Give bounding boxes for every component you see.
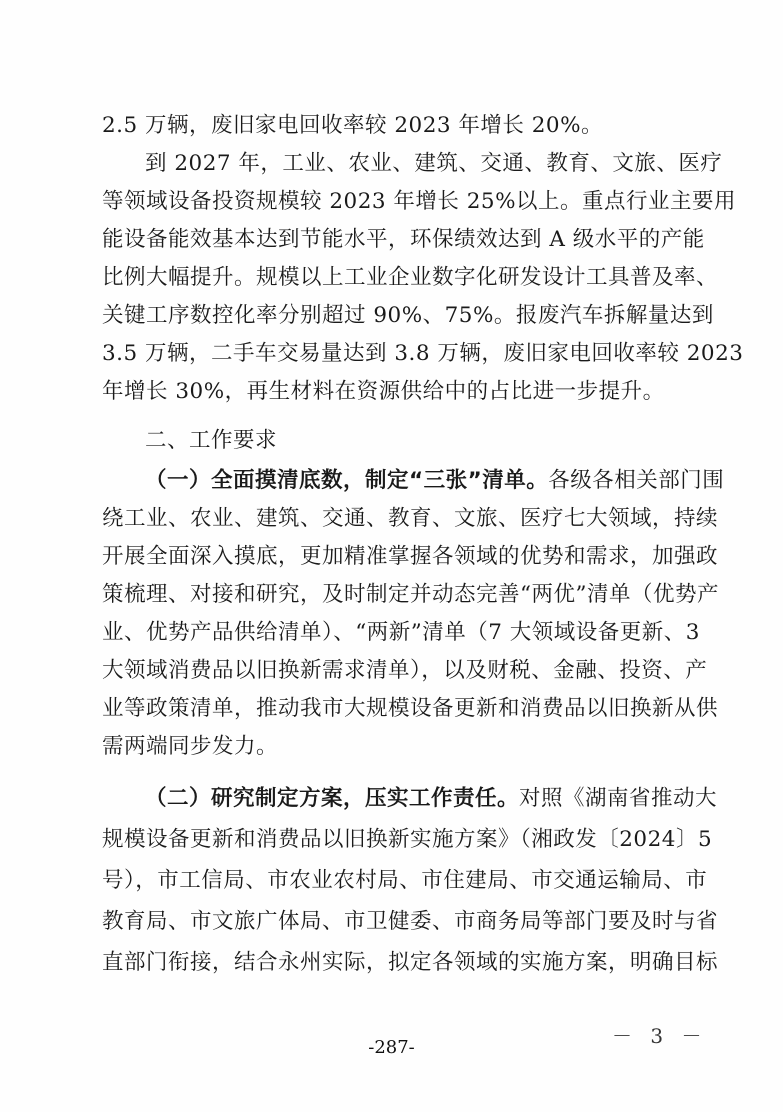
- section-heading: 二、工作要求: [145, 428, 278, 453]
- paragraph-2-line-3: 能设备能效基本达到节能水平，环保绩效达到 A 级水平的产能: [102, 227, 705, 252]
- item-2-line-5: 直部门衔接，结合永州实际，拟定各领域的实施方案，明确目标: [102, 950, 719, 975]
- item-1-line-6: 大领域消费品以旧换新需求清单），以及财税、金融、投资、产: [102, 658, 708, 683]
- item-1-line-4: 策梳理、对接和研究，及时制定并动态完善“两优”清单（优势产: [102, 582, 719, 607]
- item-2-first-line: [145, 781, 718, 817]
- paragraph-2-line-1: 到 2027 年，工业、农业、建筑、交通、教育、文旅、医疗: [145, 151, 723, 176]
- paragraph-2-line-2: 等领域设备投资规模较 2023 年增长 25%以上。重点行业主要用: [102, 189, 737, 214]
- item-2-line-2: 规模设备更新和消费品以旧换新实施方案》（湘政发〔2024〕5: [102, 827, 713, 852]
- document-page-number: － 3 －: [612, 1024, 708, 1048]
- paragraph-2-line-4: 比例大幅提升。规模以上工业企业数字化研发设计工具普及率、: [102, 265, 719, 290]
- item-1-title: （一）全面摸清底数，制定“三张”清单。: [145, 468, 549, 493]
- item-1-line-8: 需两端同步发力。: [102, 734, 279, 759]
- paragraph-2-line-7: 年增长 30%，再生材料在资源供给中的占比进一步提升。: [102, 379, 665, 404]
- volume-page-number: -287-: [368, 1037, 415, 1058]
- item-1-line-7: 业等政策清单，推动我市大规模设备更新和消费品以旧换新从供: [102, 696, 719, 721]
- item-2-title: （二）研究制定方案，压实工作责任。: [145, 786, 520, 811]
- item-1-line-3: 开展全面深入摸底，更加精准掌握各领域的优势和需求，加强政: [102, 544, 719, 569]
- item-1-first-line-text: 各级各相关部门围: [548, 468, 725, 493]
- item-1-line-5: 业、优势产品供给清单）、“两新”清单（7 大领域设备更新、3: [102, 620, 700, 645]
- paragraph-2-line-5: 关键工序数控化率分别超过 90%、75%。报废汽车拆解量达到: [102, 303, 714, 328]
- item-1-line-2: 绕工业、农业、建筑、交通、教育、文旅、医疗七大领域，持续: [102, 506, 719, 531]
- paragraph-2-line-6: 3.5 万辆，二手车交易量达到 3.8 万辆，废旧家电回收率较 2023: [102, 341, 744, 366]
- item-1-first-line: [145, 463, 725, 499]
- item-2-line-3: 号），市工信局、市农业农村局、市住建局、市交通运输局、市: [102, 868, 708, 893]
- item-2-line-4: 教育局、市文旅广体局、市卫健委、市商务局等部门要及时与省: [102, 909, 719, 934]
- paragraph-1-line-1: 2.5 万辆，废旧家电回收率较 2023 年增长 20%。: [102, 113, 604, 138]
- item-2-first-line-text: 对照《湖南省推动大: [519, 786, 718, 811]
